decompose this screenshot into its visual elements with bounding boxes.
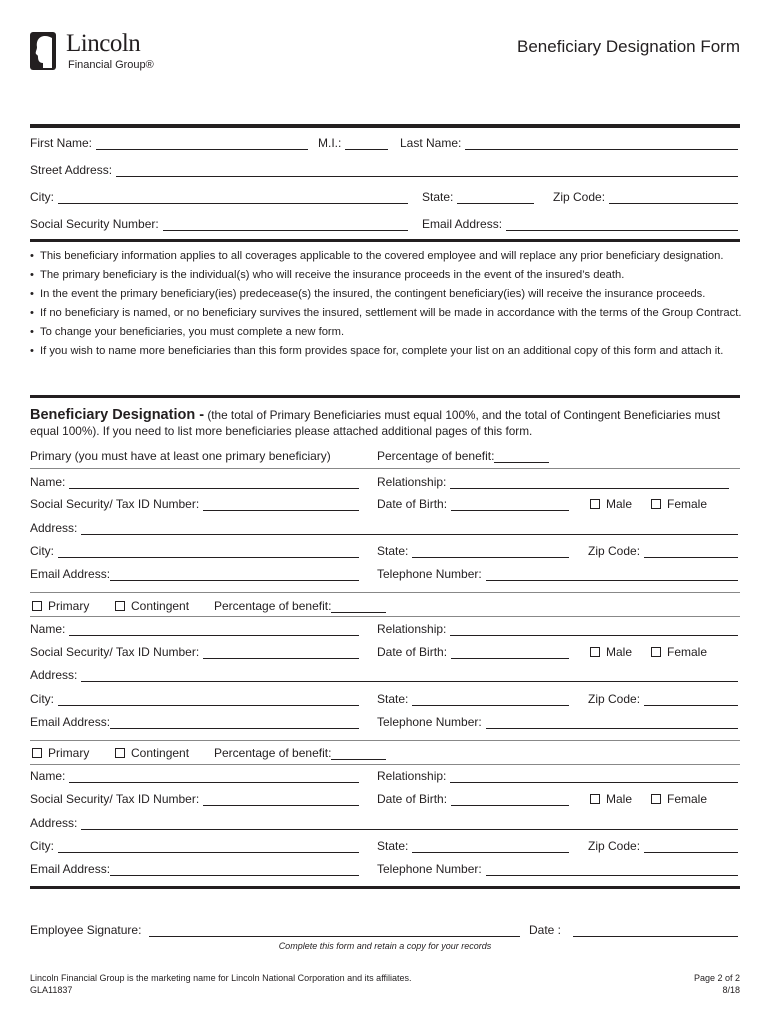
first-name-field[interactable] [30, 136, 308, 150]
b1-state-label: State: [377, 544, 409, 558]
b1-male-option[interactable] [590, 497, 632, 511]
b2-state-line[interactable] [412, 695, 569, 706]
b2-male-label: Male [606, 645, 633, 659]
b3-email-field[interactable] [30, 862, 359, 876]
b2-female-checkbox[interactable] [651, 647, 661, 657]
b3-percentage-line[interactable] [331, 749, 386, 760]
email-field[interactable] [422, 217, 738, 231]
footer-left [30, 972, 412, 996]
b3-telephone-line[interactable] [486, 865, 738, 876]
logo-name: Lincoln [66, 30, 141, 57]
date-line[interactable] [573, 926, 738, 937]
b1-name-label: Name: [30, 475, 66, 489]
b1-relationship-label: Relationship: [377, 475, 447, 489]
first-name-line[interactable] [96, 139, 308, 150]
b1-email-field[interactable] [30, 567, 359, 581]
b2-city-label: City: [30, 692, 54, 706]
b3-female-label: Female [667, 792, 708, 806]
b2-top-divider [30, 592, 740, 593]
last-name-line[interactable] [465, 139, 738, 150]
b1-zip-line[interactable] [644, 547, 738, 558]
b1-address-line[interactable] [81, 524, 738, 535]
b1-zip-field[interactable] [588, 544, 738, 558]
b2-ssn-line[interactable] [203, 648, 359, 659]
b3-name-line[interactable] [69, 772, 359, 783]
signature-divider [30, 886, 740, 889]
b2-contingent-label: Contingent [131, 599, 190, 613]
b1-city-line[interactable] [58, 547, 359, 558]
mi-label: M.I.: [318, 136, 342, 150]
b3-primary-checkbox[interactable] [32, 748, 42, 758]
b2-telephone-field[interactable] [377, 715, 738, 729]
b1-male-checkbox[interactable] [590, 499, 600, 509]
b3-ssn-field[interactable] [30, 792, 359, 806]
b3-telephone-field[interactable] [377, 862, 738, 876]
b1-telephone-label: Telephone Number: [377, 567, 482, 581]
street-address-label: Street Address: [30, 163, 113, 177]
b3-state-field[interactable] [377, 839, 569, 853]
b3-contingent-label: Contingent [131, 746, 190, 760]
b2-email-field[interactable] [30, 715, 359, 729]
b3-zip-field[interactable] [588, 839, 738, 853]
b2-telephone-label: Telephone Number: [377, 715, 482, 729]
b1-dob-label: Date of Birth: [377, 497, 448, 511]
b2-address-line[interactable] [81, 671, 738, 682]
date-field[interactable] [529, 923, 738, 937]
b1-email-label: Email Address: [30, 567, 111, 581]
b2-zip-label: Zip Code: [588, 692, 641, 706]
zip-label: Zip Code: [553, 190, 606, 204]
b2-relationship-line[interactable] [450, 625, 738, 636]
last-name-field[interactable] [400, 136, 738, 150]
employee-signature-label: Employee Signature: [30, 923, 142, 937]
designation-heading-title: Beneficiary Designation - [30, 407, 205, 423]
b2-dob-label: Date of Birth: [377, 645, 448, 659]
b3-primary-option[interactable] [32, 746, 89, 760]
b2-primary-label: Primary [48, 599, 90, 613]
first-name-label: First Name: [30, 136, 93, 150]
b3-state-line[interactable] [412, 842, 569, 853]
b2-ssn-field[interactable] [30, 645, 359, 659]
footer-date-code: 8/18 [722, 985, 740, 995]
b3-state-label: State: [377, 839, 409, 853]
b2-state-field[interactable] [377, 692, 569, 706]
logo-subtitle: Financial Group® [68, 59, 154, 71]
b1-relationship-line[interactable] [450, 478, 729, 489]
b3-zip-line[interactable] [644, 842, 738, 853]
b2-relationship-field[interactable] [377, 622, 738, 636]
email-label: Email Address: [422, 217, 503, 231]
b2-primary-checkbox[interactable] [32, 601, 42, 611]
mi-line[interactable] [345, 139, 388, 150]
b1-relationship-field[interactable] [377, 475, 729, 489]
b2-city-line[interactable] [58, 695, 359, 706]
city-label: City: [30, 190, 54, 204]
b3-name-label: Name: [30, 769, 66, 783]
b2-telephone-line[interactable] [486, 718, 738, 729]
b2-name-field[interactable] [30, 622, 359, 636]
section-divider [30, 395, 740, 398]
instruction-item: • This beneficiary information applies to all coverages applicable to the covered employee and will replace any prior beneficiary designation. [30, 249, 742, 264]
b3-top-divider [30, 740, 740, 741]
b1-male-label: Male [606, 497, 633, 511]
b2-contingent-option[interactable] [115, 599, 189, 613]
b3-address-field[interactable] [30, 816, 738, 830]
b3-relationship-field[interactable] [377, 769, 738, 783]
b2-email-line[interactable] [110, 718, 359, 729]
b2-male-option[interactable] [590, 645, 632, 659]
zip-field[interactable] [553, 190, 738, 204]
instruction-item: • If you wish to name more beneficiaries than this form provides space for, complete your list on an additional copy of this form and attach it. [30, 344, 742, 359]
b2-header-divider [30, 616, 740, 617]
retain-copy-note: Complete this form and retain a copy for your records [278, 941, 492, 951]
instructions-list [30, 249, 742, 363]
b3-header-divider [30, 764, 740, 765]
designation-heading-note: (the total of Primary Beneficiaries must equal 100%, and the total of Contingent Beneficiaries must equal 100%). If you need to list more beneficiaries please attached additional pages of this form. [30, 408, 721, 438]
b3-name-field[interactable] [30, 769, 359, 783]
lincoln-profile-icon [30, 32, 56, 70]
b3-dob-label: Date of Birth: [377, 792, 448, 806]
b1-dob-field[interactable] [377, 497, 569, 511]
city-field[interactable] [30, 190, 408, 204]
b1-dob-line[interactable] [451, 500, 569, 511]
b1-name-line[interactable] [69, 478, 359, 489]
email-line[interactable] [506, 220, 738, 231]
b3-email-label: Email Address: [30, 862, 111, 876]
b1-address-label: Address: [30, 521, 78, 535]
top-divider [30, 124, 740, 128]
b1-percentage-label: Percentage of benefit: [377, 449, 495, 463]
form-title: Beneficiary Designation Form [517, 37, 740, 56]
b3-primary-label: Primary [48, 746, 90, 760]
b2-state-label: State: [377, 692, 409, 706]
street-address-line[interactable] [116, 166, 738, 177]
instruction-item: • If no beneficiary is named, or no beneficiary survives the insured, settlement will be made in accordance with the terms of the Group Contract. [30, 306, 742, 321]
employee-signature-line[interactable] [149, 926, 520, 937]
b3-address-label: Address: [30, 816, 78, 830]
b3-email-line[interactable] [110, 865, 359, 876]
b1-name-field[interactable] [30, 475, 359, 489]
b2-female-option[interactable] [651, 645, 707, 659]
b3-city-line[interactable] [58, 842, 359, 853]
b1-ssn-line[interactable] [203, 500, 359, 511]
ssn-field[interactable] [30, 217, 408, 231]
b2-address-label: Address: [30, 668, 78, 682]
b3-male-label: Male [606, 792, 633, 806]
b2-email-label: Email Address: [30, 715, 111, 729]
b2-dob-line[interactable] [451, 648, 569, 659]
b1-top-divider [30, 468, 740, 469]
b3-contingent-checkbox[interactable] [115, 748, 125, 758]
b3-city-field[interactable] [30, 839, 359, 853]
b2-address-field[interactable] [30, 668, 738, 682]
b3-dob-line[interactable] [451, 795, 569, 806]
mi-field[interactable] [318, 136, 388, 150]
b1-state-field[interactable] [377, 544, 569, 558]
zip-line[interactable] [609, 193, 738, 204]
b2-ssn-label: Social Security/ Tax ID Number: [30, 645, 200, 659]
b2-percentage-field[interactable] [214, 599, 386, 613]
info-divider [30, 239, 740, 242]
footer-form-code: GLA11837 [30, 985, 73, 995]
footer-right [694, 972, 740, 996]
b3-female-checkbox[interactable] [651, 794, 661, 804]
b3-ssn-label: Social Security/ Tax ID Number: [30, 792, 200, 806]
instruction-item: • The primary beneficiary is the individual(s) who will receive the insurance proceeds in the event of the insured’s death. [30, 268, 742, 283]
b1-percentage-field[interactable] [377, 449, 549, 463]
b3-relationship-label: Relationship: [377, 769, 447, 783]
b2-percentage-line[interactable] [331, 602, 386, 613]
last-name-label: Last Name: [400, 136, 462, 150]
b2-name-line[interactable] [69, 625, 359, 636]
b3-dob-field[interactable] [377, 792, 569, 806]
b2-primary-option[interactable] [32, 599, 89, 613]
b2-contingent-checkbox[interactable] [115, 601, 125, 611]
b3-address-line[interactable] [81, 819, 738, 830]
b1-zip-label: Zip Code: [588, 544, 641, 558]
b2-male-checkbox[interactable] [590, 647, 600, 657]
b3-zip-label: Zip Code: [588, 839, 641, 853]
b3-male-checkbox[interactable] [590, 794, 600, 804]
b1-address-field[interactable] [30, 521, 738, 535]
b3-male-option[interactable] [590, 792, 632, 806]
b1-city-field[interactable] [30, 544, 359, 558]
state-field[interactable] [422, 190, 534, 204]
date-label: Date : [529, 923, 562, 937]
street-address-field[interactable] [30, 163, 738, 177]
b3-city-label: City: [30, 839, 54, 853]
b1-email-line[interactable] [110, 570, 359, 581]
b1-telephone-line[interactable] [486, 570, 738, 581]
b1-female-label: Female [667, 497, 708, 511]
b3-percentage-label: Percentage of benefit: [214, 746, 332, 760]
b1-telephone-field[interactable] [377, 567, 738, 581]
b1-female-option[interactable] [651, 497, 707, 511]
employee-signature-field[interactable] [30, 923, 520, 937]
b1-city-label: City: [30, 544, 54, 558]
designation-heading [30, 407, 745, 439]
instruction-item: • To change your beneficiaries, you must complete a new form. [30, 325, 742, 340]
primary-note: Primary (you must have at least one primary beneficiary) [30, 449, 331, 463]
b1-state-line[interactable] [412, 547, 569, 558]
b1-female-checkbox[interactable] [651, 499, 661, 509]
b3-contingent-option[interactable] [115, 746, 189, 760]
b3-relationship-line[interactable] [450, 772, 738, 783]
b3-percentage-field[interactable] [214, 746, 386, 760]
b1-ssn-label: Social Security/ Tax ID Number: [30, 497, 200, 511]
b2-dob-field[interactable] [377, 645, 569, 659]
state-line[interactable] [457, 193, 534, 204]
state-label: State: [422, 190, 454, 204]
b2-city-field[interactable] [30, 692, 359, 706]
b3-ssn-line[interactable] [203, 795, 359, 806]
ssn-line[interactable] [163, 220, 408, 231]
b2-zip-field[interactable] [588, 692, 738, 706]
page-number: Page 2 of 2 [693, 973, 740, 983]
b2-name-label: Name: [30, 622, 66, 636]
b2-relationship-label: Relationship: [377, 622, 447, 636]
lincoln-logo [30, 30, 170, 76]
b1-percentage-line[interactable] [494, 452, 549, 463]
b2-female-label: Female [667, 645, 708, 659]
b3-female-option[interactable] [651, 792, 707, 806]
b3-telephone-label: Telephone Number: [377, 862, 482, 876]
ssn-label: Social Security Number: [30, 217, 159, 231]
b2-zip-line[interactable] [644, 695, 738, 706]
b1-ssn-field[interactable] [30, 497, 359, 511]
footer-disclaimer: Lincoln Financial Group is the marketing name for Lincoln National Corporation and its affiliates. [30, 973, 412, 983]
b2-percentage-label: Percentage of benefit: [214, 599, 332, 613]
city-line[interactable] [58, 193, 408, 204]
instruction-item: • In the event the primary beneficiary(ies) predecease(s) the insured, the contingent beneficiary(ies) will receive the insurance proceeds. [30, 287, 742, 302]
